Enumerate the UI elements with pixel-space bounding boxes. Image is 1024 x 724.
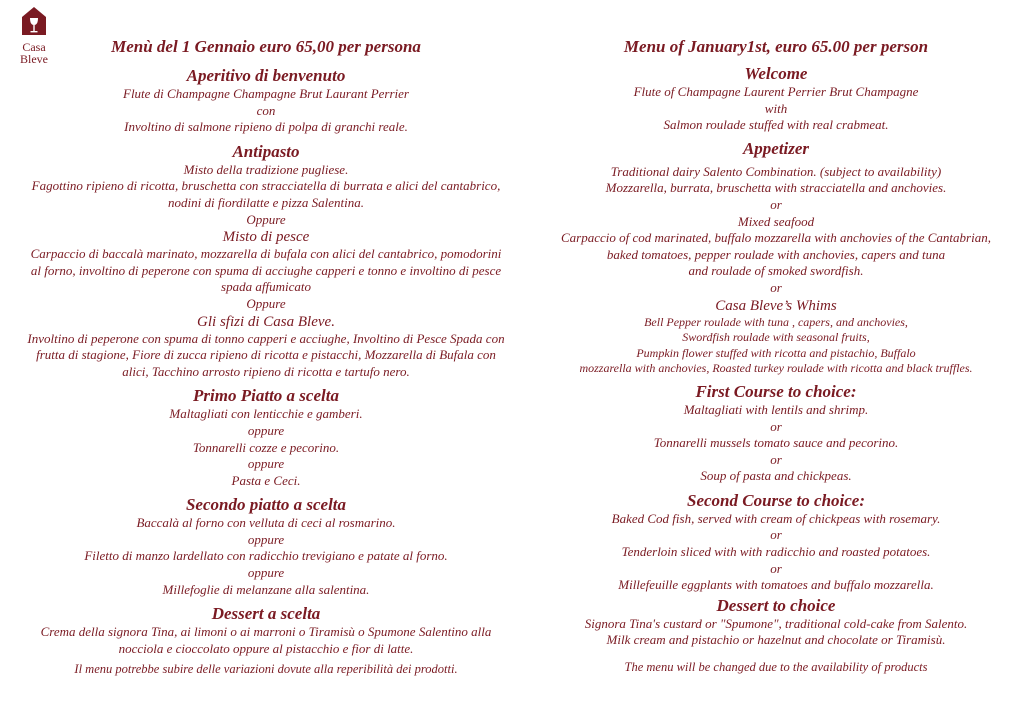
- logo-text-bleve: Bleve: [20, 52, 48, 66]
- menu-line: baked tomatoes, pepper roulade with anchovies, capers and tuna: [606, 246, 946, 262]
- menu-line: Salmon roulade stuffed with real crabmeat.: [663, 117, 889, 133]
- menu-line: alici, Tacchino arrosto ripieno di ricotta e tartufo nero.: [122, 363, 410, 379]
- menu-line: with: [764, 100, 788, 116]
- menu-line: oppure: [247, 531, 285, 547]
- menu-line: Involtino di salmone ripieno di polpa di granchi reale.: [124, 119, 408, 135]
- heading-primo: Primo Piatto a scelta: [193, 386, 339, 406]
- menu-line: and roulade of smoked swordfish.: [688, 263, 864, 279]
- menu-title-it: Menù del 1 Gennaio euro 65,00 per persona: [111, 37, 421, 56]
- primo-section: [14, 406, 518, 489]
- menu-line: or: [770, 451, 782, 467]
- heading-dessert-it: Dessert a scelta: [211, 604, 321, 624]
- subheading-misto-pesce: Misto di pesce: [222, 229, 310, 246]
- menu-line: spada affumicato: [221, 279, 311, 295]
- menu-line: oppure: [247, 456, 285, 472]
- menu-line: Millefeuille eggplants with tomatoes and buffalo mozzarella.: [618, 577, 934, 593]
- menu-line: Oppure: [246, 211, 286, 227]
- menu-line: Bell Pepper roulade with tuna , capers, and anchovies,: [644, 314, 908, 329]
- menu-line: Oppure: [246, 295, 286, 311]
- menu-line: Signora Tina's custard or "Spumone", traditional cold-cake from Salento.: [584, 615, 968, 631]
- second-course-section: [550, 511, 1002, 594]
- menu-line: Swordfish roulade with seasonal fruits,: [682, 330, 870, 345]
- menu-line: Soup of pasta and chickpeas.: [700, 468, 852, 484]
- menu-line: nodini di fiordilatte e pizza Salentina.: [168, 194, 364, 210]
- heading-secondo: Secondo piatto a scelta: [185, 495, 347, 515]
- menu-line: nocciola e cioccolato oppure al pistacchio e fior di latte.: [118, 640, 414, 656]
- heading-aperitivo: Aperitivo di benvenuto: [186, 66, 346, 85]
- menu-line: or: [770, 418, 782, 434]
- menu-line: or: [770, 527, 782, 543]
- menu-italian: [14, 36, 518, 677]
- heading-second-course: Second Course to choice:: [686, 490, 866, 510]
- menu-line: Tenderloin sliced with with radicchio and roasted potatoes.: [621, 544, 931, 560]
- heading-appetizer: Appetizer: [742, 138, 810, 158]
- subheading-sfizi: Gli sfizi di Casa Bleve.: [197, 313, 335, 330]
- menu-line: Millefoglie di melanzane alla salentina.: [162, 581, 370, 597]
- house-wine-glass-icon: [21, 6, 47, 36]
- menu-line: Misto della tradizione pugliese.: [183, 161, 349, 177]
- first-course-section: [550, 402, 1002, 485]
- antipasto-section: [14, 162, 518, 381]
- menu-line: Maltagliati with lentils and shrimp.: [683, 401, 869, 417]
- subheading-whims: Casa Bleve’s Whims: [715, 297, 837, 314]
- appetizer-section: [550, 164, 1002, 377]
- menu-line: or: [770, 560, 782, 576]
- menu-line: Carpaccio di baccalà marinato, mozzarella di bufala con alici del cantabrico, pomodorini: [30, 246, 502, 262]
- availability-note-en: The menu will be changed due to the availability of products: [624, 660, 928, 675]
- menu-line: Baccalà al forno con velluta di ceci al rosmarino.: [136, 515, 396, 531]
- menu-line: or: [770, 196, 782, 212]
- dessert-section-en: [550, 616, 1002, 649]
- menu-line: Traditional dairy Salento Combination. (subject to availability): [610, 163, 942, 179]
- menu-line: Mixed seafood: [737, 213, 815, 229]
- menu-line: con: [256, 102, 276, 118]
- menu-line: oppure: [247, 422, 285, 438]
- menu-line: Pasta e Ceci.: [231, 472, 301, 488]
- heading-welcome: Welcome: [744, 64, 808, 83]
- logo-text-casa: Casa: [22, 40, 46, 54]
- availability-note-it: Il menu potrebbe subire delle variazioni dovute alla reperibilità dei prodotti.: [74, 662, 458, 677]
- menu-line: Pumpkin flower stuffed with ricotta and pistachio, Buffalo: [636, 345, 916, 360]
- secondo-section: [14, 515, 518, 598]
- aperitivo-section: [14, 86, 518, 136]
- menu-line: Flute of Champagne Laurent Perrier Brut Champagne: [633, 84, 919, 99]
- heading-antipasto: Antipasto: [232, 141, 300, 161]
- menu-line: Flute di Champagne Champagne Brut Laurant Perrier: [123, 86, 409, 101]
- menu-line: Fagottino ripieno di ricotta, bruschetta con stracciatella di burrata e alici del cantabrico,: [31, 178, 501, 194]
- menu-english: [550, 36, 1002, 675]
- menu-line: Tonnarelli cozze e pecorino.: [192, 439, 340, 455]
- menu-line: Involtino di peperone con spuma di tonno capperi e acciughe, Involtino di Pesce Spada con: [27, 330, 505, 346]
- menu-line: Baked Cod fish, served with cream of chickpeas with rosemary.: [611, 510, 941, 526]
- menu-title-en: Menu of January1st, euro 65.00 per person: [623, 37, 929, 56]
- menu-line: al forno, involtino di peperone con spuma di acciughe capperi e tonno e involtino di pesce: [30, 262, 502, 278]
- welcome-section: [550, 84, 1002, 134]
- menu-line: frutta di stagione, Fiore di zucca ripieno di ricotta e pistacchi, Mozzarella di Bufala con: [36, 347, 496, 363]
- heading-first-course: First Course to choice:: [695, 381, 857, 401]
- menu-line: or: [770, 279, 782, 295]
- menu-line: Milk cream and pistachio or hazelnut and chocolate or Tiramisù.: [606, 632, 946, 648]
- menu-line: Mozzarella, burrata, bruschetta with stracciatella and anchovies.: [605, 180, 947, 196]
- menu-line: Tonnarelli mussels tomato sauce and pecorino.: [653, 435, 899, 451]
- heading-dessert-en: Dessert to choice: [716, 595, 836, 615]
- menu-line: Carpaccio of cod marinated, buffalo mozzarella with anchovies of the Cantabrian,: [561, 230, 991, 246]
- menu-line: oppure: [247, 565, 285, 581]
- menu-line: Crema della signora Tina, ai limoni o ai marroni o Tiramisù o Spumone Salentino alla: [40, 624, 492, 640]
- menu-line: Filetto di manzo lardellato con radicchio trevigiano e patate al forno.: [84, 548, 448, 564]
- dessert-section-it: [14, 624, 518, 657]
- menu-line: mozzarella with anchovies, Roasted turkey roulade with ricotta and black truffles.: [579, 361, 973, 376]
- menu-line: Maltagliati con lenticchie e gamberi.: [169, 406, 363, 422]
